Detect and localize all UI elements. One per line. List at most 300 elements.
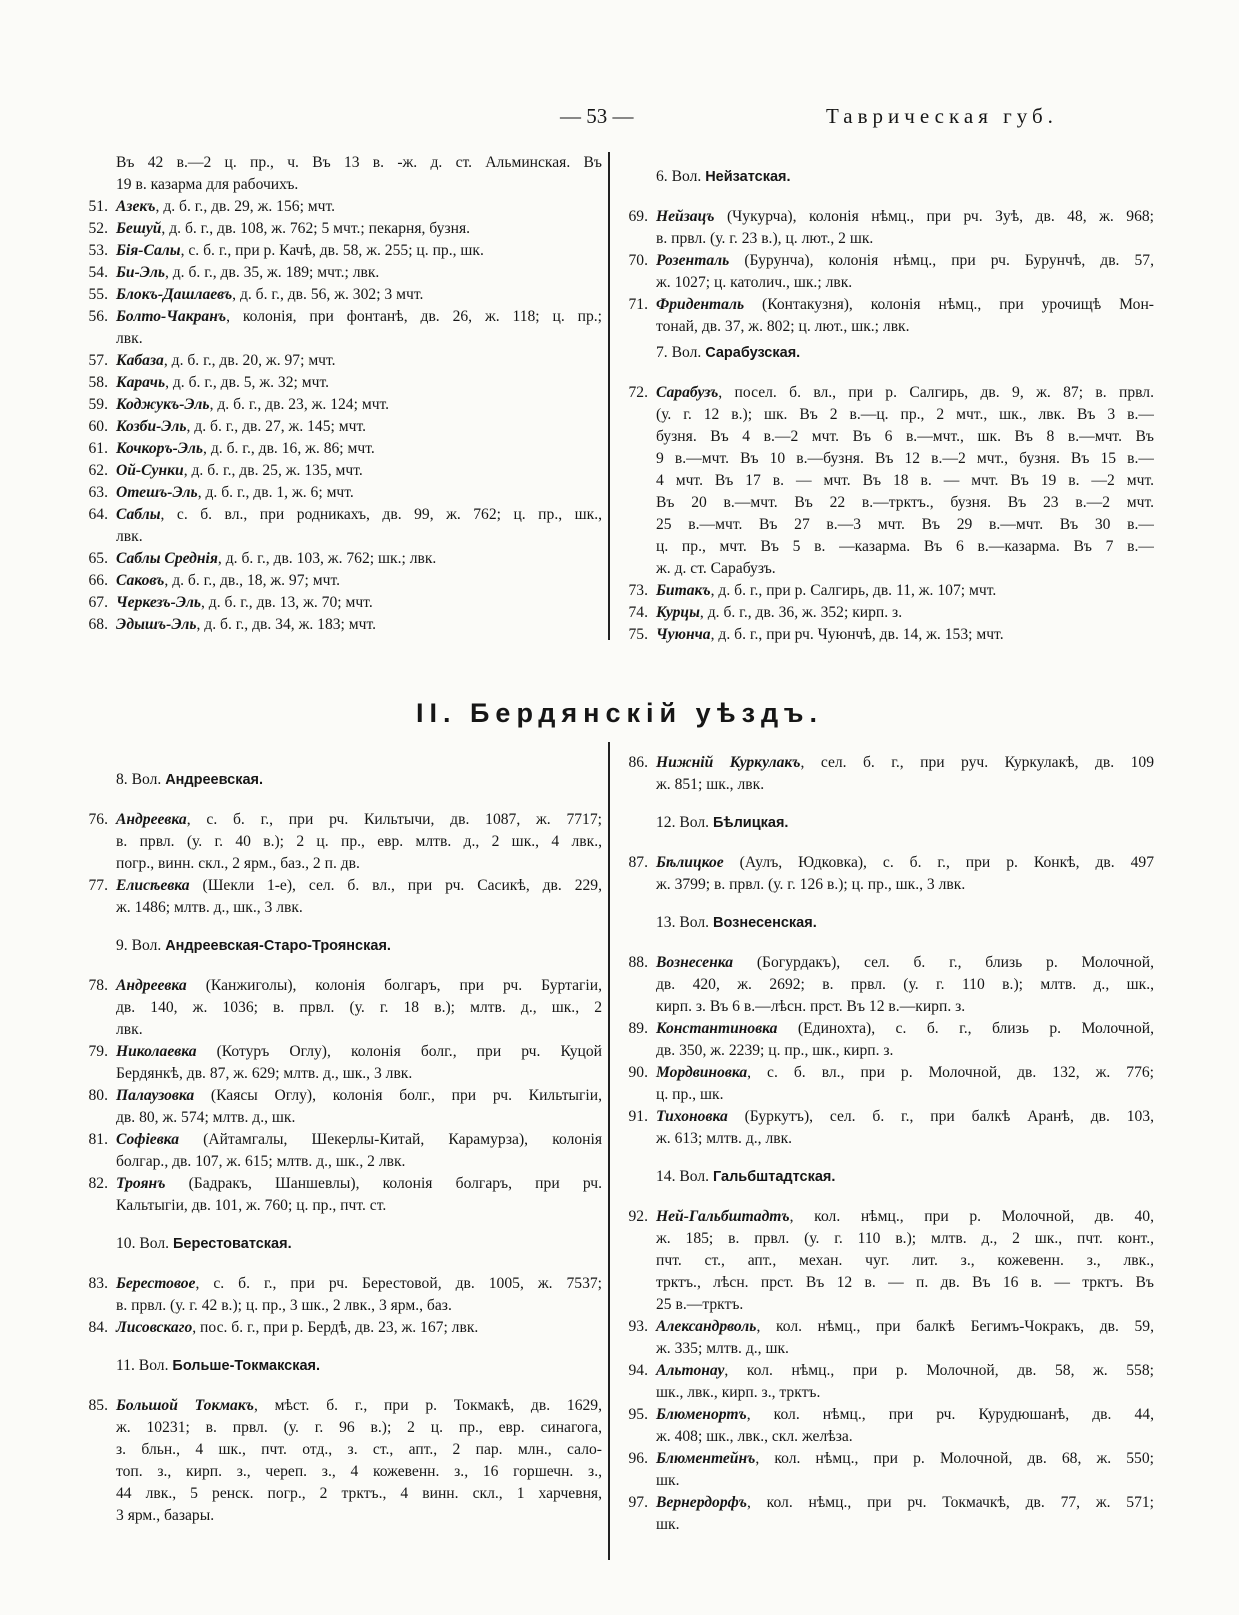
gazetteer-entry xyxy=(80,218,602,240)
place-name: Вознесенка xyxy=(656,954,734,971)
entry-details: (Контакузня), колонія нѣмц., при урочищѣ Мон- xyxy=(744,296,1154,313)
line-text: Бердянкѣ, дв. 87, ж. 629; млтв. д., шк., 3 лвк. xyxy=(116,1065,413,1082)
place-name: Большой Токмакъ xyxy=(116,1397,254,1414)
top-right-column xyxy=(620,162,1154,642)
line-text: в. првл. (у. г. 23 в.), ц. лют., 2 шк. xyxy=(656,230,874,247)
place-name: Блокъ-Дашлаевъ xyxy=(116,286,233,303)
section-title: II. Бердянскій уѣздъ. xyxy=(416,698,823,728)
entry-number: 66. xyxy=(88,572,108,589)
entry-number: 95. xyxy=(628,1406,648,1423)
entry-details: , сел. б. г., при руч. Куркулакѣ, дв. 109 xyxy=(800,754,1154,771)
entry-details: , кол. нѣмц., при рч. Курудюшанѣ, дв. 44, xyxy=(746,1406,1154,1423)
line-text: ж. 335; млтв. д., шк. xyxy=(656,1340,789,1357)
place-name: Саковъ xyxy=(116,572,165,589)
volost-heading xyxy=(116,1233,292,1255)
entry-number: 76. xyxy=(88,811,108,828)
entry-details: , д. б. г., дв. 1, ж. 6; мчт. xyxy=(197,484,354,501)
continuation-line xyxy=(620,536,1154,558)
gazetteer-entry xyxy=(620,1404,1154,1426)
entry-number: 67. xyxy=(88,594,108,611)
page-header xyxy=(0,104,1239,134)
entry-text xyxy=(116,240,602,262)
entry-text xyxy=(116,592,602,614)
gazetteer-entry xyxy=(80,809,602,831)
line-text: шк. xyxy=(656,1516,680,1533)
gazetteer-entry xyxy=(620,624,1154,646)
place-name: Фриденталь xyxy=(656,296,745,313)
entry-details: , д. б. г., при рч. Чуюнчѣ, дв. 14, ж. 153; мчт. xyxy=(710,626,1004,643)
entry-number: 52. xyxy=(88,220,108,237)
gazetteer-entry xyxy=(80,416,602,438)
place-name: Болто-Чакранъ xyxy=(116,308,227,325)
entry-details: , д. б. г., дв., 18, ж. 97; мчт. xyxy=(164,572,341,589)
entry-details: , колонія, при фонтанѣ, дв. 26, ж. 118; ц. пр.; xyxy=(226,308,602,325)
page-number: — 53 — xyxy=(560,104,634,128)
place-name: Отешъ-Эль xyxy=(116,484,198,501)
place-name: Вернердорфъ xyxy=(656,1494,747,1511)
gazetteer-entry xyxy=(620,952,1154,974)
continuation-line xyxy=(620,404,1154,426)
gazetteer-entry xyxy=(80,350,602,372)
bottom-right-column xyxy=(620,752,1154,1562)
continuation-line xyxy=(620,996,1154,1018)
entry-number: 56. xyxy=(88,308,108,325)
continuation-line xyxy=(620,470,1154,492)
place-name: Эдышъ-Эль xyxy=(116,616,197,633)
place-name: Елисѣевка xyxy=(116,877,190,894)
entry-details: , с. б. г., при р. Качѣ, дв. 58, ж. 255; ц. пр., шк. xyxy=(180,242,484,259)
place-name: Константиновка xyxy=(656,1020,778,1037)
entry-text xyxy=(116,1129,602,1151)
continuation-line xyxy=(80,328,602,350)
entry-details: (Бадракъ, Шаншевлы), колонія болгаръ, при рч. xyxy=(165,1175,602,1192)
line-text: шк., лвк., кирп. з., трктъ. xyxy=(656,1384,821,1401)
gazetteer-entry xyxy=(80,1085,602,1107)
place-name: Блюменортъ xyxy=(656,1406,747,1423)
continuation-line xyxy=(620,1228,1154,1250)
volost-name: Сарабузская. xyxy=(705,345,801,361)
gazetteer-entry xyxy=(80,1273,602,1295)
volost-heading xyxy=(656,812,788,834)
place-name: Сарабузъ xyxy=(656,384,719,401)
entry-details: , кол. нѣмц., при рч. Токмачкѣ, дв. 77, ж. 571; xyxy=(747,1494,1154,1511)
place-name: Андреевка xyxy=(116,977,187,994)
continuation-line xyxy=(620,448,1154,470)
gazetteer-entry xyxy=(620,206,1154,228)
continuation-line xyxy=(620,1040,1154,1062)
entry-details: , кол. нѣмц., при р. Молочной, дв. 40, xyxy=(789,1208,1154,1225)
line-text: Въ 42 в.—2 ц. пр., ч. Въ 13 в. -ж. д. ст. Альминская. Въ xyxy=(116,154,602,171)
entry-text xyxy=(116,416,602,438)
volost-name: Андреевская. xyxy=(165,772,264,788)
entry-details: (Буркутъ), сел. б. г., при балкѣ Аранѣ, дв. 103, xyxy=(727,1108,1154,1125)
volost-heading xyxy=(116,769,263,791)
entry-text xyxy=(656,624,1154,646)
entry-text xyxy=(116,1085,602,1107)
line-text: ж. 408; шк., лвк., скл. желѣза. xyxy=(656,1428,853,1445)
entry-text xyxy=(116,504,602,526)
line-text: тонай, дв. 37, ж. 802; ц. лют., шк.; лвк. xyxy=(656,318,910,335)
line-text: 44 лвк., 5 ренск. погр., 2 трктъ., 4 винн. скл., 1 харчевня, xyxy=(116,1485,602,1502)
entry-text xyxy=(656,852,1154,874)
continuation-line xyxy=(620,874,1154,896)
entry-details: , мѣст. б. г., при р. Токмакѣ, дв. 1629, xyxy=(253,1397,602,1414)
entry-number: 92. xyxy=(628,1208,648,1225)
gazetteer-entry xyxy=(80,1129,602,1151)
continuation-line xyxy=(620,774,1154,796)
entry-details: , д. б. г., дв. 29, ж. 156; мчт. xyxy=(155,198,336,215)
entry-number: 83. xyxy=(88,1275,108,1292)
entry-details: , д. б. г., дв. 23, ж. 124; мчт. xyxy=(209,396,390,413)
line-text: бузня. Въ 4 в.—2 мчт. Въ 6 в.—мчт., шк. Въ 8 в.—мчт. Въ xyxy=(656,428,1154,445)
entry-details: (Богурдакъ), сел. б. г., близь р. Молочной, xyxy=(733,954,1154,971)
entry-text xyxy=(116,1317,602,1339)
line-text: болгар., дв. 107, ж. 615; млтв. д., шк., 2 лвк. xyxy=(116,1153,406,1170)
continuation-line xyxy=(80,1439,602,1461)
entry-number: 65. xyxy=(88,550,108,567)
gazetteer-entry xyxy=(620,250,1154,272)
continuation-line xyxy=(620,1426,1154,1448)
entry-number: 55. xyxy=(88,286,108,303)
gazetteer-entry xyxy=(80,394,602,416)
entry-number: 79. xyxy=(88,1043,108,1060)
line-text: з. бльн., 4 шк., пчт. отд., з. ст., апт., 2 пар. млн., сало- xyxy=(116,1441,602,1458)
entry-number: 53. xyxy=(88,242,108,259)
entry-text xyxy=(656,602,1154,624)
line-text: шк. xyxy=(656,1472,680,1489)
continuation-line xyxy=(80,1019,602,1041)
entry-text xyxy=(656,580,1154,602)
entry-text xyxy=(116,1041,602,1063)
continuation-line xyxy=(80,174,602,196)
line-text: ж. 851; шк., лвк. xyxy=(656,776,765,793)
entry-details: , д. б. г., дв. 108, ж. 762; 5 мчт.; пекарня, бузня. xyxy=(161,220,471,237)
entry-text xyxy=(116,482,602,504)
entry-details: , с. б. г., при рч. Кильтычи, дв. 1087, ж. 7717; xyxy=(186,811,602,828)
place-name: Софіевка xyxy=(116,1131,179,1148)
entry-number: 60. xyxy=(88,418,108,435)
line-text: пчт. ст., апт., механ. чуг. лит. з., кожевенн. з., лвк., xyxy=(656,1252,1154,1269)
entry-details: (Аулъ, Юдковка), с. б. г., при р. Конкѣ, дв. 497 xyxy=(723,854,1154,871)
gazetteer-entry xyxy=(620,1206,1154,1228)
entry-text xyxy=(116,438,602,460)
entry-details: (Каясы Оглу), колонія болг., при рч. Кильтыгіи, xyxy=(194,1087,602,1104)
entry-text xyxy=(656,1018,1154,1040)
entry-text xyxy=(656,1206,1154,1228)
continuation-line xyxy=(620,1338,1154,1360)
volost-label: 8. Вол. xyxy=(116,771,162,788)
entry-number: 87. xyxy=(628,854,648,871)
volost-heading xyxy=(656,1166,835,1188)
volost-name: Андреевская-Старо-Троянская. xyxy=(165,938,391,954)
entry-number: 54. xyxy=(88,264,108,281)
gazetteer-entry xyxy=(80,548,602,570)
entry-details: , кол. нѣмц., при р. Молочной, дв. 68, ж. 550; xyxy=(755,1450,1154,1467)
place-name: Бешуй xyxy=(116,220,162,237)
entry-text xyxy=(116,284,602,306)
entry-text xyxy=(116,394,602,416)
continuation-line xyxy=(620,272,1154,294)
entry-number: 57. xyxy=(88,352,108,369)
place-name: Розенталь xyxy=(656,252,730,269)
gazetteer-entry xyxy=(620,752,1154,774)
continuation-line xyxy=(620,1514,1154,1536)
place-name: Бія-Салы xyxy=(116,242,181,259)
continuation-line xyxy=(620,1272,1154,1294)
gazetteer-entry xyxy=(80,592,602,614)
place-name: Андреевка xyxy=(116,811,187,828)
entry-text xyxy=(116,218,602,240)
continuation-line xyxy=(620,1128,1154,1150)
place-name: Ней-Гальбштадтъ xyxy=(656,1208,790,1225)
entry-text xyxy=(116,570,602,592)
volost-label: 13. Вол. xyxy=(656,914,710,931)
place-name: Мордвиновка xyxy=(656,1064,748,1081)
gazetteer-entry xyxy=(620,382,1154,404)
continuation-line xyxy=(80,1195,602,1217)
line-text: Въ 20 в.—мчт. Въ 22 в.—трктъ., бузня. Въ 23 в.—2 мчт. xyxy=(656,494,1154,511)
entry-details: , с. б. вл., при родникахъ, дв. 99, ж. 762; ц. пр., шк., xyxy=(160,506,602,523)
line-text: лвк. xyxy=(116,1021,143,1038)
line-text: ж. 613; млтв. д., лвк. xyxy=(656,1130,793,1147)
line-text: дв. 80, ж. 574; млтв. д., шк. xyxy=(116,1109,296,1126)
entry-text xyxy=(116,1273,602,1295)
gazetteer-entry xyxy=(620,1492,1154,1514)
entry-number: 59. xyxy=(88,396,108,413)
entry-text xyxy=(656,294,1154,316)
place-name: Саблы Среднія xyxy=(116,550,218,567)
line-text: ц. пр., шк. xyxy=(656,1086,724,1103)
place-name: Карачь xyxy=(116,374,166,391)
line-text: 25 в.—мчт. Въ 27 в.—3 мчт. Въ 29 в.—мчт. Въ 30 в.— xyxy=(656,516,1154,533)
place-name: Коджукъ-Эль xyxy=(116,396,210,413)
place-name: Блюментейнъ xyxy=(656,1450,756,1467)
gazetteer-entry xyxy=(80,284,602,306)
entry-number: 68. xyxy=(88,616,108,633)
entry-text xyxy=(116,975,602,997)
gazetteer-entry xyxy=(620,580,1154,602)
entry-number: 80. xyxy=(88,1087,108,1104)
entry-text xyxy=(656,1492,1154,1514)
entry-details: , д. б. г., дв. 27, ж. 145; мчт. xyxy=(186,418,367,435)
line-text: 19 в. казарма для рабочихъ. xyxy=(116,176,299,193)
place-name: Николаевка xyxy=(116,1043,197,1060)
entry-text xyxy=(656,1106,1154,1128)
entry-number: 97. xyxy=(628,1494,648,1511)
place-name: Курцы xyxy=(656,604,700,621)
entry-number: 91. xyxy=(628,1108,648,1125)
gazetteer-entry xyxy=(620,1062,1154,1084)
continuation-line xyxy=(80,1107,602,1129)
entry-number: 94. xyxy=(628,1362,648,1379)
entry-text xyxy=(656,1062,1154,1084)
entry-text xyxy=(656,752,1154,774)
gazetteer-entry xyxy=(620,1018,1154,1040)
volost-heading xyxy=(656,342,800,364)
entry-number: 70. xyxy=(628,252,648,269)
entry-text xyxy=(116,372,602,394)
entry-details: , д. б. г., дв. 16, ж. 86; мчт. xyxy=(203,440,375,457)
line-text: в. првл. (у. г. 40 в.); 2 ц. пр., евр. млтв. д., 2 шк., 4 лвк., xyxy=(116,833,602,850)
entry-number: 58. xyxy=(88,374,108,391)
place-name: Кабаза xyxy=(116,352,164,369)
continuation-line xyxy=(620,1084,1154,1106)
entry-text xyxy=(116,306,602,328)
entry-text xyxy=(116,614,602,636)
line-text: топ. з., кирп. з., череп. з., 4 кожевенн. з., 16 горшечн. з., xyxy=(116,1463,602,1480)
entry-number: 71. xyxy=(628,296,648,313)
continuation-line xyxy=(80,1295,602,1317)
continuation-line xyxy=(80,152,602,174)
gazetteer-entry xyxy=(80,1041,602,1063)
place-name: Палаузовка xyxy=(116,1087,195,1104)
line-text: в. првл. (у. г. 42 в.); ц. пр., 3 шк., 2 лвк., 3 ярм., баз. xyxy=(116,1297,452,1314)
gazetteer-entry xyxy=(80,1395,602,1417)
volost-name: Бѣлицкая. xyxy=(712,815,789,831)
entry-details: (Единохта), с. б. г., близь р. Молочной, xyxy=(777,1020,1154,1037)
continuation-line xyxy=(80,853,602,875)
entry-number: 73. xyxy=(628,582,648,599)
entry-number: 61. xyxy=(88,440,108,457)
gazetteer-entry xyxy=(80,460,602,482)
line-text: дв. 140, ж. 1036; в. првл. (у. г. 18 в.); млтв. д., шк., 2 xyxy=(116,999,602,1016)
line-text: 3 ярм., базары. xyxy=(116,1507,215,1524)
entry-number: 69. xyxy=(628,208,648,225)
volost-label: 14. Вол. xyxy=(656,1168,710,1185)
gazetteer-entry xyxy=(80,438,602,460)
entry-text xyxy=(656,1360,1154,1382)
gazetteer-entry xyxy=(620,1360,1154,1382)
volost-name: Больше-Токмакская. xyxy=(172,1358,321,1374)
place-name: Троянъ xyxy=(116,1175,166,1192)
entry-details: , д. б. г., дв. 25, ж. 135, мчт. xyxy=(183,462,363,479)
entry-details: , д. б. г., дв. 5, ж. 32; мчт. xyxy=(165,374,330,391)
gazetteer-entry xyxy=(80,614,602,636)
entry-text xyxy=(656,1448,1154,1470)
gazetteer-entry xyxy=(80,1317,602,1339)
entry-text xyxy=(656,206,1154,228)
entry-text xyxy=(656,952,1154,974)
entry-details: , д. б. г., дв. 20, ж. 97; мчт. xyxy=(163,352,336,369)
continuation-line xyxy=(80,1461,602,1483)
line-text: лвк. xyxy=(116,330,143,347)
continuation-line xyxy=(80,831,602,853)
entry-number: 96. xyxy=(628,1450,648,1467)
entry-number: 93. xyxy=(628,1318,648,1335)
continuation-line xyxy=(620,492,1154,514)
continuation-line xyxy=(620,974,1154,996)
line-text: ц. пр., мчт. Въ 5 в. —казарма. Въ 6 в.—казарма. Въ 7 в.— xyxy=(656,538,1154,555)
volost-label: 7. Вол. xyxy=(656,344,702,361)
line-text: кирп. з. Въ 6 в.—лѣсн. прст. Въ 12 в.—кирп. з. xyxy=(656,998,966,1015)
entry-number: 81. xyxy=(88,1131,108,1148)
continuation-line xyxy=(620,1470,1154,1492)
bottom-left-column xyxy=(80,765,602,1565)
gazetteer-entry xyxy=(80,975,602,997)
line-text: 25 в.—трктъ. xyxy=(656,1296,744,1313)
continuation-line xyxy=(620,1294,1154,1316)
gazetteer-entry xyxy=(80,372,602,394)
line-text: ж. 1486; млтв. д., шк., 3 лвк. xyxy=(116,899,303,916)
place-name: Нейзацъ xyxy=(656,208,715,225)
entry-details: , пос. б. г., при р. Бердѣ, дв. 23, ж. 167; лвк. xyxy=(192,1319,479,1336)
continuation-line xyxy=(80,1417,602,1439)
line-text: дв. 350, ж. 2239; ц. пр., шк., кирп. з. xyxy=(656,1042,894,1059)
entry-number: 82. xyxy=(88,1175,108,1192)
place-name: Черкезъ-Эль xyxy=(116,594,201,611)
gazetteer-entry xyxy=(80,240,602,262)
place-name: Александрволь xyxy=(656,1318,757,1335)
gazetteer-entry xyxy=(620,1316,1154,1338)
entry-number: 88. xyxy=(628,954,648,971)
entry-details: , д. б. г., дв. 56, ж. 302; 3 мчт. xyxy=(232,286,424,303)
entry-number: 86. xyxy=(628,754,648,771)
volost-name: Берестоватская. xyxy=(172,1236,292,1252)
gazetteer-entry xyxy=(80,482,602,504)
entry-text xyxy=(656,382,1154,404)
entry-number: 78. xyxy=(88,977,108,994)
continuation-line xyxy=(620,316,1154,338)
entry-text xyxy=(656,250,1154,272)
place-name: Альтонау xyxy=(656,1362,725,1379)
gazetteer-entry xyxy=(620,852,1154,874)
continuation-line xyxy=(80,897,602,919)
entry-details: (Чукурча), колонія нѣмц., при рч. Зуѣ, дв. 48, ж. 968; xyxy=(714,208,1154,225)
column-divider-top xyxy=(608,152,610,640)
place-name: Лисовскаго xyxy=(116,1319,193,1336)
entry-text xyxy=(116,1173,602,1195)
volost-label: 12. Вол. xyxy=(656,814,710,831)
column-divider-bottom xyxy=(608,742,610,1560)
entry-details: (Котуръ Оглу), колонія болг., при рч. Куцой xyxy=(196,1043,602,1060)
entry-details: (Бурунча), колонія нѣмц., при рч. Бурунчѣ, дв. 57, xyxy=(729,252,1154,269)
continuation-line xyxy=(620,558,1154,580)
gazetteer-entry xyxy=(80,504,602,526)
entry-number: 74. xyxy=(628,604,648,621)
entry-number: 90. xyxy=(628,1064,648,1081)
line-text: погр., винн. скл., 2 ярм., баз., 2 п. дв. xyxy=(116,855,360,872)
line-text: Кальтыгіи, дв. 101, ж. 760; ц. пр., пчт. ст. xyxy=(116,1197,387,1214)
entry-text xyxy=(116,548,602,570)
line-text: ж. 1027; ц. католич., шк.; лвк. xyxy=(656,274,853,291)
place-name: Би-Эль xyxy=(116,264,165,281)
line-text: ж. д. ст. Сарабузъ. xyxy=(656,560,776,577)
continuation-line xyxy=(80,526,602,548)
entry-text xyxy=(116,262,602,284)
place-name: Азекъ xyxy=(116,198,156,215)
continuation-line xyxy=(620,1250,1154,1272)
entry-details: , кол. нѣмц., при балкѣ Бегимъ-Чокракъ, дв. 59, xyxy=(756,1318,1154,1335)
place-name: Берестовое xyxy=(116,1275,196,1292)
continuation-line xyxy=(80,1063,602,1085)
entry-text xyxy=(116,350,602,372)
entry-details: , с. б. г., при рч. Берестовой, дв. 1005, ж. 7537; xyxy=(195,1275,602,1292)
volost-label: 9. Вол. xyxy=(116,937,162,954)
entry-details: (Айтамгалы, Шекерлы-Китай, Карамурза), колонія xyxy=(179,1131,602,1148)
volost-label: 10. Вол. xyxy=(116,1235,170,1252)
entry-details: (Канжиголы), колонія болгаръ, при рч. Буртагіи, xyxy=(186,977,602,994)
entry-details: , д. б. г., дв. 103, ж. 762; шк.; лвк. xyxy=(217,550,437,567)
entry-text xyxy=(656,1316,1154,1338)
gazetteer-entry xyxy=(620,1106,1154,1128)
running-title: Таврическая губ. xyxy=(826,104,1058,128)
gazetteer-entry xyxy=(80,875,602,897)
gazetteer-entry xyxy=(80,262,602,284)
entry-details: , д. б. г., дв. 35, ж. 189; мчт.; лвк. xyxy=(164,264,380,281)
entry-text xyxy=(116,460,602,482)
entry-details: , д. б. г., дв. 36, ж. 352; кирп. з. xyxy=(699,604,903,621)
entry-number: 84. xyxy=(88,1319,108,1336)
